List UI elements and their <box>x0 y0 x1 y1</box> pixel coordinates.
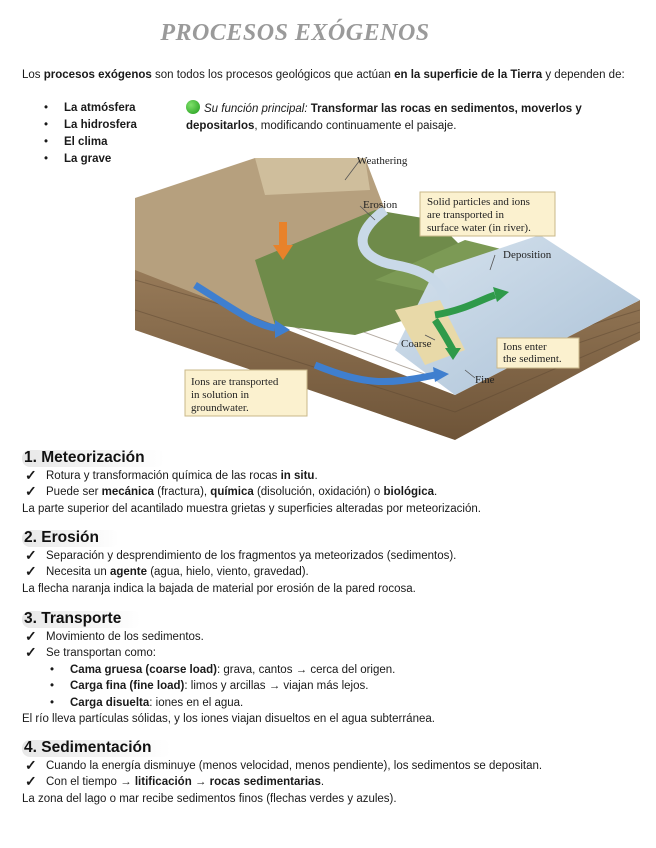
bullet-text: : limos y arcillas → viajan más lejos. <box>184 680 369 692</box>
section-weathering <box>22 450 642 517</box>
section-note: El río lleva partículas sólidas, y los iones viajan disueltos en el agua subterránea. <box>22 713 435 725</box>
section-erosion <box>22 530 642 597</box>
label-solid-line1: Solid particles and ions <box>427 196 530 208</box>
section-title: 1. Meteorización <box>22 450 165 467</box>
function-bold: Transformar las rocas en sedimentos, moverlos y depositarlos <box>186 103 582 132</box>
bullet-text: : iones en el agua. <box>149 696 244 709</box>
section-note: La zona del lago o mar recibe sedimentos finos (flechas verdes y azules). <box>22 792 397 805</box>
function-label: Su función principal: <box>204 103 308 115</box>
cliff-face <box>255 158 370 195</box>
check-text: (fractura), <box>154 486 211 498</box>
bullet-item <box>22 662 642 679</box>
bullet-bold: Cama gruesa (coarse load) <box>70 663 218 676</box>
bullet-text: : grava, cantos → cerca del origen. <box>217 663 396 676</box>
check-bold: química <box>210 486 254 498</box>
check-text: Rotura y transformación química de las rocas <box>46 469 281 482</box>
bullet-bold: Carga fina (fine load) <box>70 680 185 692</box>
check-text: Puede ser <box>46 486 102 498</box>
section-note: La flecha naranja indica la bajada de material por erosión de la pared rocosa. <box>22 582 416 595</box>
function-rest: , modificando continuamente el paisaje. <box>254 120 457 132</box>
section-sedimentation <box>22 740 642 807</box>
factor-item: • La atmósfera <box>44 100 137 117</box>
check-item: ✓ Movimiento de los sedimentos. <box>22 629 642 646</box>
section-title: 2. Erosión <box>22 530 119 547</box>
factor-item: • El clima <box>44 134 137 151</box>
check-text: . <box>320 776 325 788</box>
intro-text: son todos los procesos geológicos que actúan <box>151 69 395 81</box>
label-ions-trans-2: in solution in <box>191 389 250 401</box>
check-bold: biológica <box>383 486 435 498</box>
section-transport <box>22 611 642 728</box>
factor-item: • La grave <box>44 151 137 168</box>
label-ions-enter-1: Ions enter <box>503 341 547 353</box>
label-weathering: Weathering <box>357 155 408 167</box>
check-item <box>22 484 642 501</box>
check-item <box>22 774 642 791</box>
factor-item: • La hidrosfera <box>44 117 137 134</box>
section-note: La parte superior del acantilado muestra grietas y superficies alteradas por meteorización. <box>22 502 481 515</box>
check-item: ✓ Cuando la energía disminuye (menos velocidad, menos pendiente), los sedimentos se depositan. <box>22 758 642 775</box>
check-bold: mecánica <box>101 486 155 498</box>
label-fine: Fine <box>475 374 495 386</box>
page-title: PROCESOS EXÓGENOS <box>160 20 430 46</box>
label-deposition: Deposition <box>503 249 552 261</box>
check-text: (agua, hielo, viento, gravedad). <box>147 566 309 578</box>
label-coarse: Coarse <box>401 338 432 350</box>
check-item <box>22 564 642 581</box>
intro-bold-term: procesos exógenos <box>43 69 152 81</box>
section-title: 4. Sedimentación <box>22 740 171 757</box>
section-title: 3. Transporte <box>22 611 141 628</box>
label-ions-trans-1: Ions are transported <box>191 376 279 388</box>
check-item <box>22 468 642 485</box>
label-ions-enter-2: the sediment. <box>503 353 562 365</box>
label-solid-line2: are transported in <box>427 209 504 221</box>
label-erosion: Erosion <box>363 199 398 211</box>
check-bold: in situ <box>280 469 315 482</box>
check-bold: litificación → rocas sedimentarias <box>134 776 321 788</box>
green-dot-icon <box>186 100 200 114</box>
intro-paragraph <box>22 67 632 84</box>
label-ions-trans-3: groundwater. <box>191 402 249 414</box>
check-text: . <box>314 469 318 482</box>
intro-text: y dependen de: <box>542 69 625 81</box>
check-text: Con el tiempo → <box>46 776 135 788</box>
exogenous-process-diagram <box>135 150 640 445</box>
bullet-item <box>22 678 642 695</box>
main-function <box>186 100 646 135</box>
factor-list <box>44 100 137 168</box>
bullet-bold: Carga disuelta <box>70 696 150 709</box>
check-item: ✓ Se transportan como: <box>22 645 642 662</box>
check-bold: agente <box>109 566 148 578</box>
intro-bold-surface: en la superficie de la Tierra <box>394 69 543 81</box>
check-item: ✓ Separación y desprendimiento de los fragmentos ya meteorizados (sedimentos). <box>22 548 642 565</box>
bullet-item <box>22 695 642 712</box>
intro-text: Los <box>22 69 44 81</box>
check-text: . <box>434 486 438 498</box>
label-solid-line3: surface water (in river). <box>427 222 531 234</box>
check-text: (disolución, oxidación) o <box>253 486 384 498</box>
check-text: Necesita un <box>46 566 110 578</box>
